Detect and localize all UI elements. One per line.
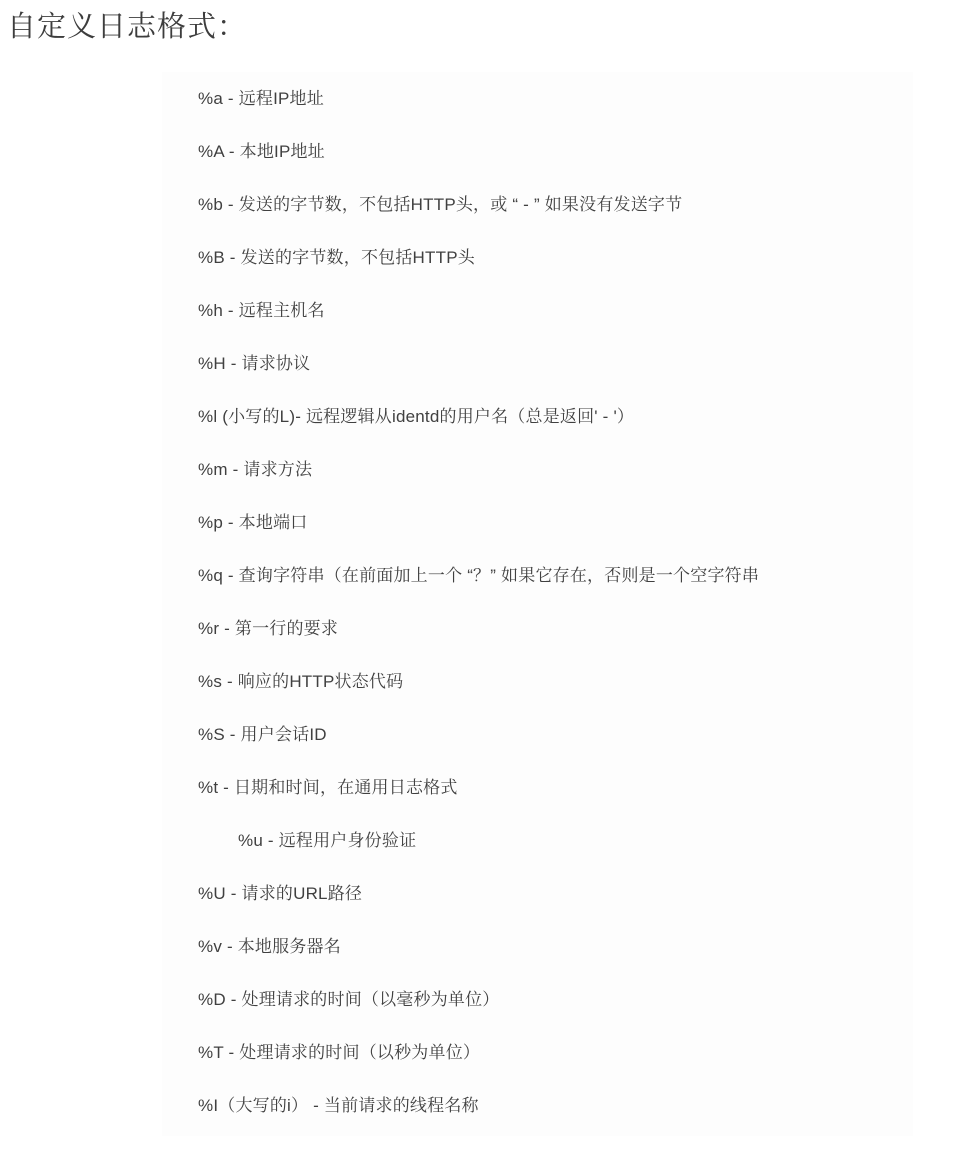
log-format-block bbox=[162, 72, 913, 1136]
list-item: %I（大写的i） - 当前请求的线程名称 bbox=[198, 1096, 479, 1115]
list-item: %v - 本地服务器名 bbox=[198, 937, 341, 956]
list-item: %p - 本地端口 bbox=[198, 513, 308, 532]
list-item: %b - 发送的字节数，不包括HTTP头，或 “ - ” 如果没有发送字节 bbox=[198, 195, 683, 214]
list-item: %A - 本地IP地址 bbox=[198, 142, 325, 161]
list-item: %a - 远程IP地址 bbox=[198, 89, 324, 108]
list-item: %q - 查询字符串（在前面加上一个 “？” 如果它存在，否则是一个空字符串 bbox=[198, 566, 760, 585]
list-item: %r - 第一行的要求 bbox=[198, 619, 339, 638]
list-item-indented: %u - 远程用户身份验证 bbox=[238, 831, 417, 850]
list-item: %U - 请求的URL路径 bbox=[198, 884, 363, 903]
list-item: %S - 用户会话ID bbox=[198, 725, 327, 744]
list-item: %B - 发送的字节数，不包括HTTP头 bbox=[198, 248, 475, 267]
page-title: 自定义日志格式： bbox=[7, 11, 248, 43]
list-item: %D - 处理请求的时间（以毫秒为单位） bbox=[198, 990, 500, 1009]
list-item: %s - 响应的HTTP状态代码 bbox=[198, 672, 404, 691]
list-item: %t - 日期和时间，在通用日志格式 bbox=[198, 778, 458, 797]
list-item: %H - 请求协议 bbox=[198, 354, 311, 373]
list-item: %h - 远程主机名 bbox=[198, 301, 325, 320]
list-item: %T - 处理请求的时间（以秒为单位） bbox=[198, 1043, 481, 1062]
list-item: %m - 请求方法 bbox=[198, 460, 313, 479]
list-item: %l (小写的L)- 远程逻辑从identd的用户名（总是返回' - '） bbox=[198, 407, 635, 426]
